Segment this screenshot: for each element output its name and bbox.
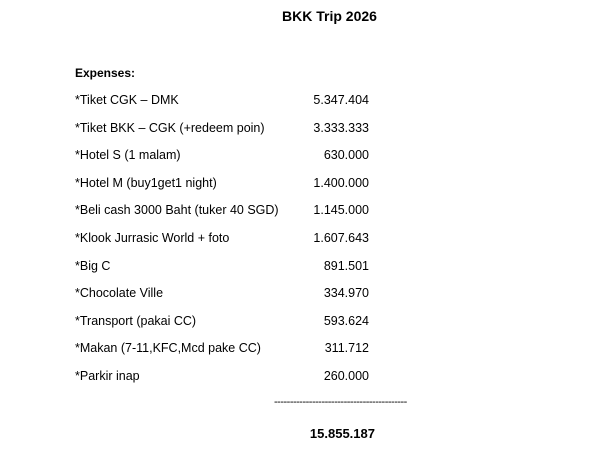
expense-amount: 891.501	[323, 258, 369, 273]
expense-row	[75, 340, 375, 368]
expense-item: *Big C	[75, 258, 111, 273]
expense-row	[75, 147, 375, 175]
expense-row	[75, 285, 375, 313]
total-amount: 15.855.187	[309, 426, 375, 441]
expense-item: *Chocolate Ville	[75, 286, 164, 301]
expense-row	[75, 313, 375, 341]
expense-amount: 3.333.333	[313, 120, 369, 135]
expense-item: *Hotel M (buy1get1 night)	[75, 175, 217, 190]
expenses-heading: Expenses:	[75, 66, 136, 80]
expense-amount: 311.712	[324, 341, 369, 356]
expense-row	[75, 175, 375, 203]
expense-amount: 260.000	[323, 368, 369, 383]
expense-item: *Hotel S (1 malam)	[75, 148, 181, 163]
document-title: BKK Trip 2026	[282, 8, 377, 24]
expense-amount: 1.400.000	[313, 175, 369, 190]
expense-row	[75, 258, 375, 286]
expense-item: *Transport (pakai CC)	[75, 313, 197, 328]
expense-row	[75, 368, 375, 396]
expense-item: *Parkir inap	[75, 368, 140, 383]
expense-row	[75, 92, 375, 120]
expense-item: *Beli cash 3000 Baht (tuker 40 SGD)	[75, 203, 279, 218]
expense-amount: 630.000	[323, 148, 369, 163]
expense-item: *Makan (7-11,KFC,Mcd pake CC)	[75, 341, 261, 356]
expense-amount: 593.624	[323, 313, 369, 328]
expense-item: *Tiket CGK – DMK	[75, 93, 179, 107]
expense-row	[75, 230, 375, 258]
expense-amount: 1.145.000	[313, 203, 369, 218]
expense-item: *Klook Jurrasic World + foto	[75, 230, 230, 245]
expense-list	[75, 92, 375, 396]
expense-amount: 334.970	[323, 286, 369, 301]
expense-item: *Tiket BKK – CGK (+redeem poin)	[75, 120, 265, 135]
expense-amount: 1.607.643	[313, 230, 369, 245]
expense-amount: 5.347.404	[313, 93, 369, 107]
total-separator: ------------------------------------------	[274, 396, 407, 408]
expense-row	[75, 120, 375, 148]
expense-row	[75, 202, 375, 230]
